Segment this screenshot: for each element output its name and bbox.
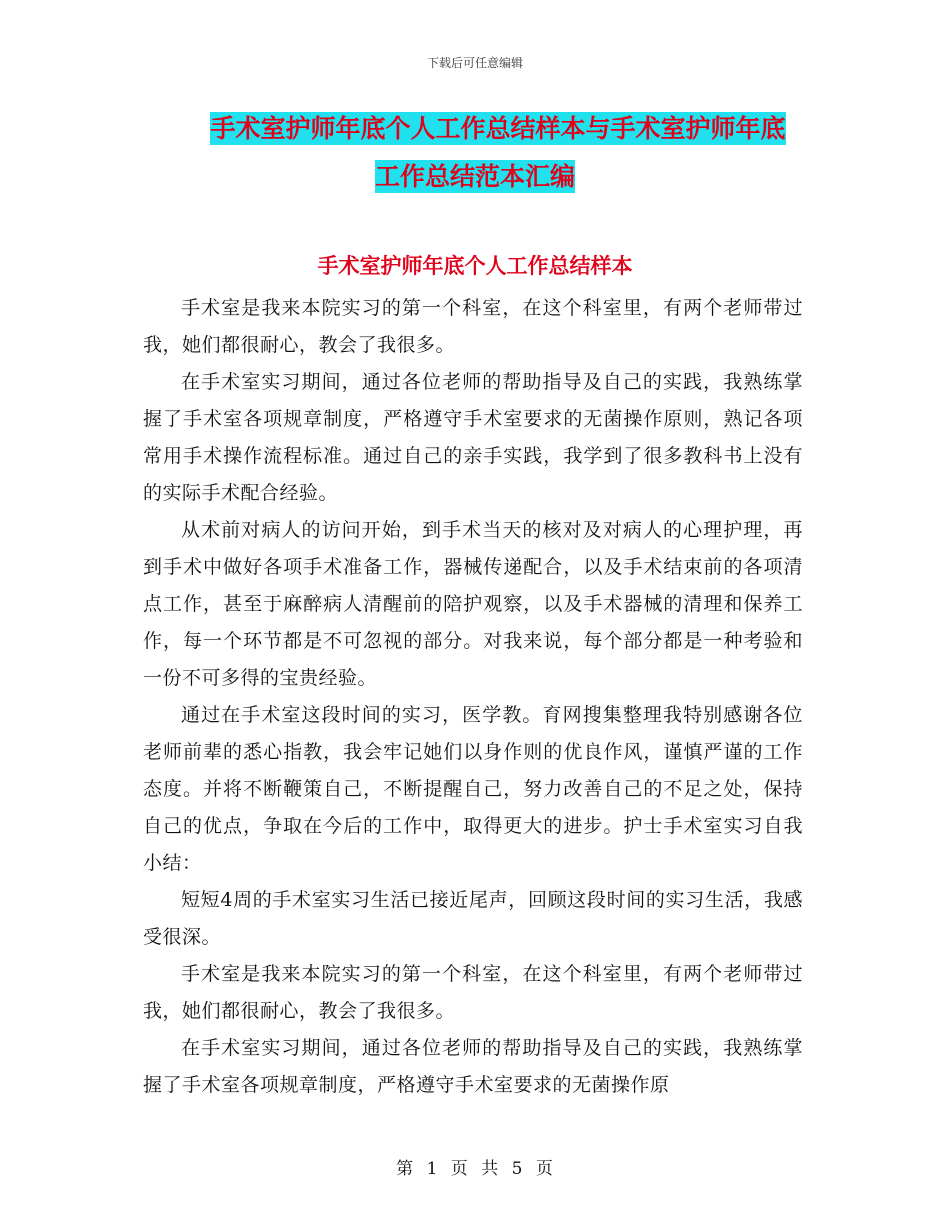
footer-total-prefix: 共 xyxy=(481,1159,500,1179)
paragraph: 手术室是我来本院实习的第一个科室，在这个科室里，有两个老师带过我，她们都很耐心，教会了我很多。 xyxy=(143,297,803,356)
paragraph: 通过在手术室这段时间的实习，医学教。育网搜集整理我特别感谢各位老师前辈的悉心指教，我会牢记她们以身作则的优良作风，谨慎严谨的工作态度。并将不断鞭策自己，不断提醒自己，努力改善自己的不足之处，保持自己的优点，争取在今后的工作中，取得更大的进步。护士手术室实习自我小结： xyxy=(143,704,803,874)
paragraph: 在手术室实习期间，通过各位老师的帮助指导及自己的实践，我熟练掌握了手术室各项规章制度，严格遵守手术室要求的无菌操作原则，熟记各项常用手术操作流程标准。通过自己的亲手实践，我学到了很多教科书上没有的实际手术配合经验。 xyxy=(143,371,803,504)
paragraph: 从术前对病人的访问开始，到手术当天的核对及对病人的心理护理，再到手术中做好各项手术准备工作，器械传递配合，以及手术结束前的各项清点工作，甚至于麻醉病人清醒前的陪护观察，以及手术器械的清理和保养工作，每一个环节都是不可忽视的部分。对我来说，每个部分都是一种考验和一份不可多得的宝贵经验。 xyxy=(143,519,803,689)
document-title-line-2 xyxy=(0,158,950,200)
paragraph: 短短4周的手术室实习生活已接近尾声，回顾这段时间的实习生活，我感受很深。 xyxy=(143,889,803,948)
page-footer xyxy=(0,1154,950,1179)
section-title: 手术室护师年底个人工作总结样本 xyxy=(317,254,633,278)
document-title xyxy=(0,110,950,206)
footer-prefix: 第 xyxy=(396,1159,415,1179)
document-title-text-1: 手术室护师年底个人工作总结样本与手术室护师年底 xyxy=(210,114,786,143)
header-note: 下载后可任意编辑 xyxy=(426,56,523,70)
paragraph: 在手术室实习期间，通过各位老师的帮助指导及自己的实践，我熟练掌握了手术室各项规章制度，严格遵守手术室要求的无菌操作原 xyxy=(143,1037,803,1096)
document-title-text-2: 工作总结范本汇编 xyxy=(374,162,575,191)
document-title-line-1 xyxy=(0,110,950,152)
footer-total-pages: 5 xyxy=(511,1159,524,1179)
body-text xyxy=(143,290,803,1104)
footer-page-number: 1 xyxy=(426,1159,439,1179)
paragraph: 手术室是我来本院实习的第一个科室，在这个科室里，有两个老师带过我，她们都很耐心，教会了我很多。 xyxy=(143,963,803,1022)
footer-suffix: 页 xyxy=(535,1159,554,1179)
footer-mid: 页 xyxy=(450,1159,469,1179)
